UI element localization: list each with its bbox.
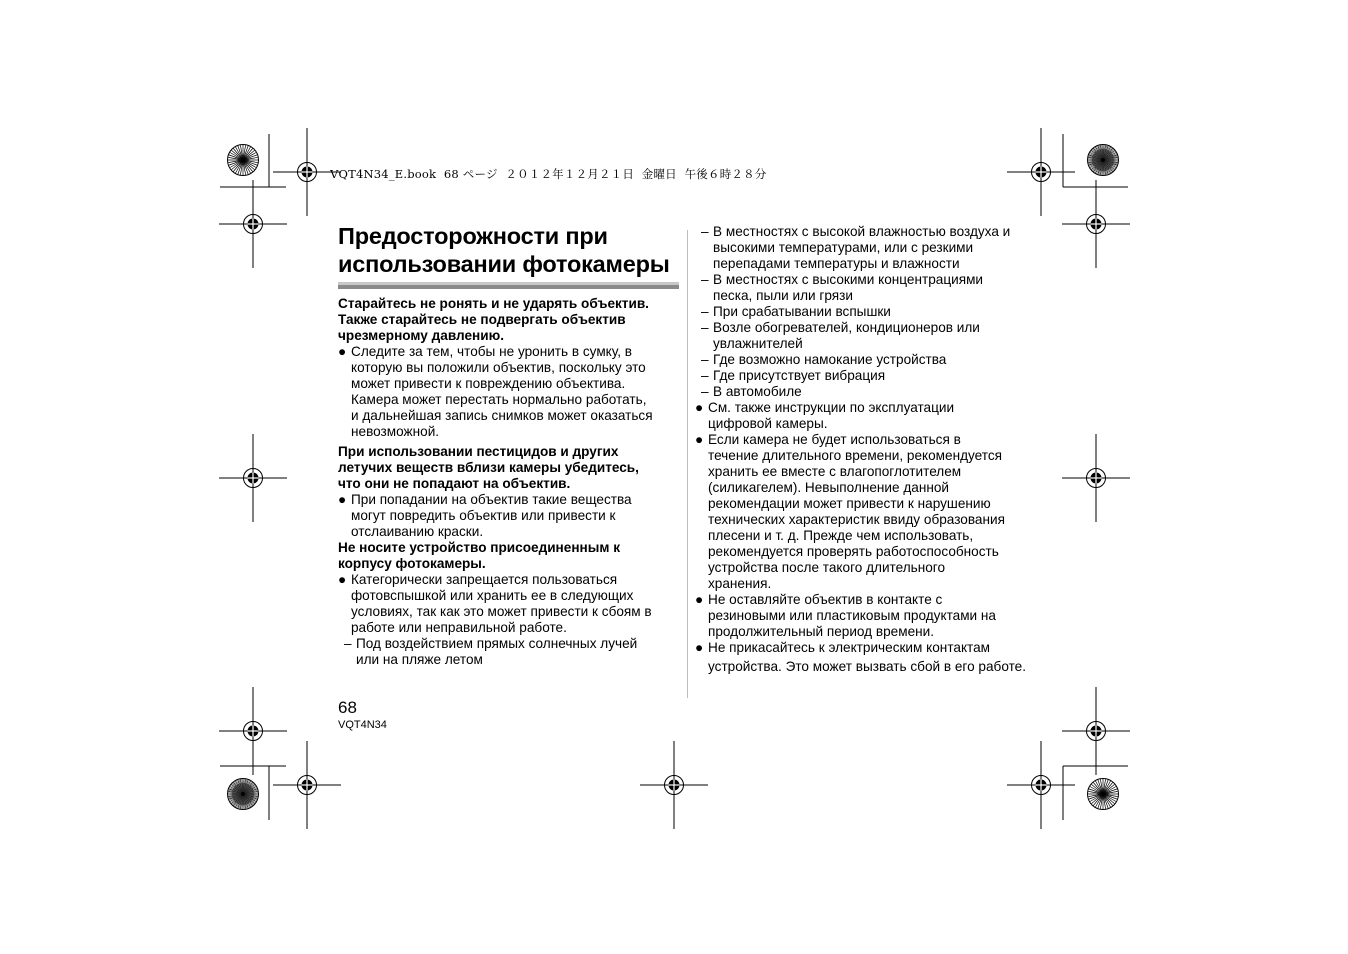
- dash-item: [695, 272, 1041, 304]
- dash-marker: –: [344, 636, 352, 651]
- text-line: увлажнителей: [713, 336, 803, 351]
- dash-item: [695, 224, 1041, 272]
- bullet-icon: ●: [695, 640, 704, 655]
- text-line: рекомендации может привести к нарушению: [708, 496, 991, 511]
- dash-marker: –: [701, 224, 709, 239]
- text-line: Где присутствует вибрация: [713, 368, 886, 383]
- dash-marker: –: [701, 304, 709, 319]
- text-line: чрезмерному давлению.: [338, 328, 504, 343]
- text-line: Категорически запрещается пользоваться: [351, 572, 618, 587]
- title-underline: [338, 282, 679, 289]
- bullet-item: [695, 432, 1041, 592]
- text-line: хранить ее вместе с влагопоглотителем: [708, 464, 962, 479]
- text-line: Где возможно намокание устройства: [713, 352, 947, 367]
- text-line: которую вы положили объектив, поскольку это: [351, 360, 646, 375]
- text-line: песка, пыли или грязи: [713, 288, 853, 303]
- text-line: могут повредить объектив или привести к: [351, 508, 616, 523]
- bullet-icon: ●: [338, 344, 347, 359]
- dash-item: [338, 636, 683, 668]
- dash-item: [695, 304, 1041, 320]
- text-line: работе или неправильной работе.: [351, 620, 567, 635]
- section-heading-lens-drop: [338, 296, 683, 344]
- bullet-icon: ●: [338, 572, 347, 587]
- bullet-item: [695, 592, 1041, 640]
- text-line: В местностях с высокими концентрациями: [713, 272, 984, 287]
- bullet-icon: ●: [338, 492, 347, 507]
- text-line: летучих веществ вблизи камеры убедитесь,: [338, 460, 639, 475]
- text-line: фотовспышкой или хранить ее в следующих: [351, 588, 634, 603]
- section-heading-pesticides: [338, 444, 683, 492]
- text-line: отслаиванию краски.: [351, 524, 484, 539]
- text-line: Если камера не будет использоваться в: [708, 432, 961, 447]
- text-line: что они не попадают на объектив.: [338, 476, 571, 491]
- dash-marker: –: [701, 272, 709, 287]
- text-line: рекомендуется проверять работоспособность: [708, 544, 999, 559]
- text-line: (силикагелем). Невыполнение данной: [708, 480, 950, 495]
- title-line: Предосторожности при: [338, 223, 608, 249]
- text-line: может привести к повреждению объектива.: [351, 376, 626, 391]
- dash-marker: –: [701, 384, 709, 399]
- bullet-item: [338, 572, 683, 636]
- dash-marker: –: [701, 352, 709, 367]
- dash-marker: –: [701, 320, 709, 335]
- bullet-item: [338, 492, 683, 540]
- text-line: и дальнейшая запись снимков может оказаться: [351, 408, 653, 423]
- page-code: VQT4N34: [338, 719, 387, 731]
- text-line: плесени и т. д. Прежде чем использовать,: [708, 528, 974, 543]
- bullet-icon: ●: [695, 592, 704, 607]
- text-line: или на пляже летом: [356, 652, 483, 667]
- text-line: течение длительного времени, рекомендуется: [708, 448, 1002, 463]
- left-column: [338, 296, 683, 668]
- bullet-item: [695, 640, 1041, 675]
- text-line: Также старайтесь не подвергать объектив: [338, 312, 626, 327]
- text-line: Возле обогревателей, кондиционеров или: [713, 320, 980, 335]
- right-column: [695, 224, 1041, 675]
- text-line: Камера может перестать нормально работать,: [351, 392, 647, 407]
- text-line: устройства. Это может вызвать сбой в его работе.: [708, 659, 1027, 674]
- dash-marker: –: [701, 368, 709, 383]
- text-line: корпусу фотокамеры.: [338, 556, 486, 571]
- text-line: Не носите устройство присоединенным к: [338, 540, 620, 555]
- column-divider: [687, 230, 688, 698]
- text-line: технических характеристик ввиду образования: [708, 512, 1005, 527]
- book-header: VQT4N34_E.book 68 ページ ２０１２年１２月２１日 金曜日 午後６時２８分: [330, 167, 767, 181]
- text-line: Не прикасайтесь к электрическим контактам: [708, 640, 991, 655]
- bullet-icon: ●: [695, 400, 704, 415]
- text-line: Следите за тем, чтобы не уронить в сумку, в: [351, 344, 632, 359]
- text-line: высокими температурами, или с резкими: [713, 240, 974, 255]
- text-line: При использовании пестицидов и других: [338, 444, 619, 459]
- section-heading-attached: [338, 540, 683, 572]
- dash-item: [695, 352, 1041, 368]
- text-line: Не оставляйте объектив в контакте с: [708, 592, 943, 607]
- title-line: использовании фотокамеры: [338, 251, 670, 277]
- text-line: В местностях с высокой влажностью воздуха и: [713, 224, 1011, 239]
- text-line: перепадами температуры и влажности: [713, 256, 960, 271]
- text-line: продолжительный период времени.: [708, 624, 935, 639]
- dash-item: [695, 320, 1041, 352]
- page-title: [338, 222, 688, 278]
- text-line: При попадании на объектив такие вещества: [351, 492, 632, 507]
- text-line: невозможной.: [351, 424, 440, 439]
- text-line: Под воздействием прямых солнечных лучей: [356, 636, 638, 651]
- bullet-item: [695, 400, 1041, 432]
- text-line: хранения.: [708, 576, 772, 591]
- text-line: В автомобиле: [713, 384, 802, 399]
- bullet-icon: ●: [695, 432, 704, 447]
- text-line: См. также инструкции по эксплуатации: [708, 400, 955, 415]
- dash-item: [695, 368, 1041, 384]
- text-line: условиях, так как это может привести к сбоям в: [351, 604, 652, 619]
- text-line: Старайтесь не ронять и не ударять объектив.: [338, 296, 649, 311]
- bullet-item: [338, 344, 683, 440]
- text-line: устройства после такого длительного: [708, 560, 946, 575]
- page-number: 68: [338, 698, 357, 717]
- text-line: резиновыми или пластиковым продуктами на: [708, 608, 996, 623]
- dash-item: [695, 384, 1041, 400]
- text-line: цифровой камеры.: [708, 416, 828, 431]
- text-line: При срабатывании вспышки: [713, 304, 891, 319]
